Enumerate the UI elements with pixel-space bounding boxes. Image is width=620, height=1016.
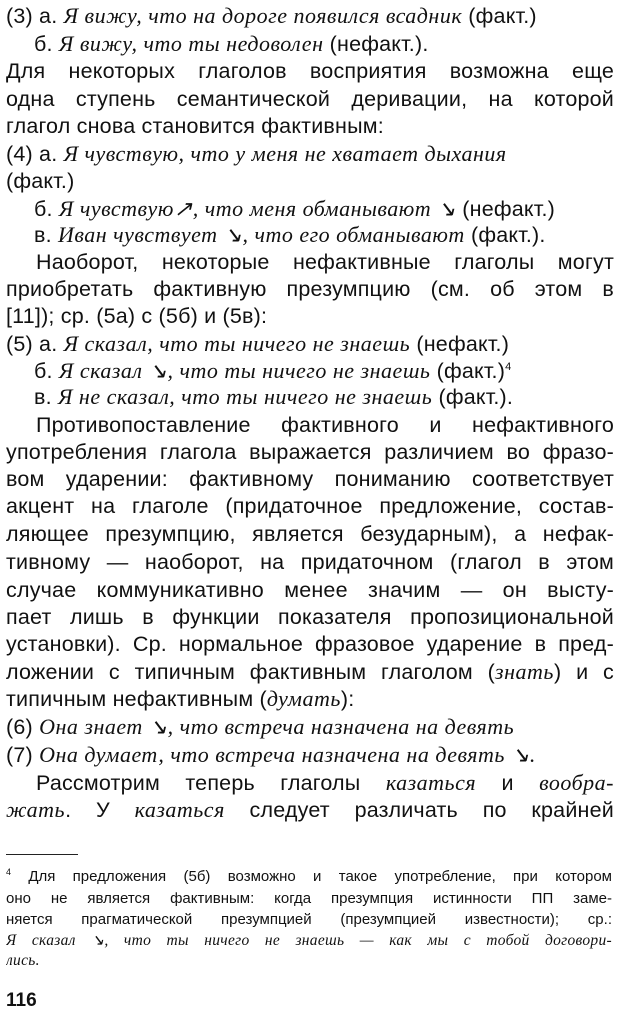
line-text: (нефакт.) — [456, 197, 555, 221]
text-line — [34, 222, 614, 248]
line-text: . У — [65, 798, 135, 822]
text-line — [36, 412, 614, 438]
text-line — [6, 714, 614, 740]
text-line — [6, 439, 614, 465]
line-text: ляющее презумпцию, является безударным), а нефак- — [6, 522, 614, 546]
line-text: одна ступень семантической деривации, на которой — [6, 87, 614, 111]
text-line — [6, 686, 614, 712]
line-text: установки). Ср. нормальное фразовое ударение в пред- — [6, 632, 614, 656]
footnote-line — [6, 889, 612, 909]
line-text: Противопоставление фактивного и нефактивного — [36, 413, 614, 437]
example-text: Я вижу, что на дороге появился всадник — [63, 3, 463, 28]
text-line — [6, 276, 614, 302]
example-text: казаться — [134, 797, 225, 822]
text-line — [6, 141, 614, 167]
example-text: Я чувствую↗, что меня обманывают ↘ — [58, 196, 457, 221]
text-line — [6, 466, 614, 492]
line-text: глагол снова становится фактивным: — [6, 114, 384, 138]
line-text: употребления глагола выражается различием во фразо- — [6, 440, 614, 464]
text-line — [6, 331, 614, 357]
example-text: казаться — [385, 770, 477, 795]
example-text: знать — [495, 659, 554, 684]
line-text: (нефакт.). — [323, 32, 429, 56]
example-text: вообра- — [539, 770, 614, 795]
line-text: б. — [34, 359, 59, 383]
text-line — [6, 742, 614, 768]
example-text: Я сказал ↘, что ты ничего не знаешь — как мы с тобой договори- — [6, 932, 612, 949]
line-text: (7) — [6, 743, 40, 767]
line-text: тивному — наоборот, на придаточном (глагол в этом — [6, 550, 614, 574]
line-text: ) и с — [553, 660, 614, 684]
line-text: оно не является фактивным: когда презумпция истинности ПП заме- — [6, 890, 612, 907]
line-text: случае коммуникативно менее значим — он высту- — [6, 578, 614, 602]
text-line — [6, 631, 614, 657]
text-line — [6, 86, 614, 112]
text-line — [6, 493, 614, 519]
line-text: Наоборот, некоторые нефактивные глаголы могут — [36, 250, 614, 274]
text-line — [36, 249, 614, 275]
footnote-line — [6, 951, 612, 971]
text-line — [6, 659, 614, 685]
footnote-divider — [6, 854, 78, 855]
line-text: [11]); ср. (5а) с (5б) и (5в): — [6, 304, 268, 328]
example-text: Я сказал, что ты ничего не знаешь — [63, 331, 411, 356]
text-line — [6, 577, 614, 603]
line-text: (3) а. — [6, 4, 64, 28]
line-text: в. — [34, 385, 58, 409]
text-line — [34, 358, 614, 384]
example-text: Она думает, что встреча назначена на девять ↘. — [39, 742, 536, 767]
line-text: (факт.). — [432, 385, 514, 409]
line-text: (факт.). — [464, 223, 546, 247]
line-text: няется прагматической презумпцией (презумпцией известности); ср.: — [6, 911, 612, 928]
line-text: Рассмотрим теперь глаголы — [36, 771, 386, 795]
line-text: Для некоторых глаголов восприятия возможна еще — [6, 59, 614, 83]
line-text: пает лишь в функции показателя пропозициональной — [6, 605, 614, 629]
example-text: Я сказал ↘, что ты ничего не знаешь — [58, 358, 431, 383]
line-text: (4) а. — [6, 142, 64, 166]
footnote-marker: 4 — [6, 867, 12, 877]
text-line — [34, 384, 614, 410]
example-text: Я не сказал, что ты ничего не знаешь — [57, 384, 433, 409]
text-line — [6, 797, 614, 823]
text-line — [6, 113, 614, 139]
line-text: Для предложения (5б) возможно и такое употребление, при котором — [11, 868, 612, 885]
example-text: Я вижу, что ты недоволен — [58, 31, 324, 56]
line-text: вом ударении: фактивному пониманию соответствует — [6, 467, 614, 491]
footnote-line — [6, 867, 612, 887]
line-text: б. — [34, 32, 59, 56]
line-text: акцент на глаголе (придаточное предложение, состав- — [6, 494, 614, 518]
text-line — [6, 58, 614, 84]
line-text: типичным нефактивным ( — [6, 687, 267, 711]
line-text: (нефакт.) — [410, 332, 510, 356]
text-line — [6, 3, 614, 29]
line-text: (5) а. — [6, 332, 64, 356]
line-text: (факт.) — [430, 359, 506, 383]
example-text: Я чувствую, что у меня не хватает дыхания — [63, 141, 507, 166]
text-line — [6, 604, 614, 630]
line-text: в. — [34, 223, 58, 247]
line-text: следует различать по крайней — [224, 798, 614, 822]
line-text: (6) — [6, 715, 40, 739]
line-text: (факт.) — [6, 169, 75, 193]
footnote-marker: 4 — [505, 360, 512, 373]
text-line — [34, 31, 614, 57]
example-text: лись. — [6, 952, 40, 969]
example-text: Иван чувствует ↘, что его обманывают — [57, 222, 465, 247]
text-line — [34, 196, 614, 222]
line-text: и — [476, 771, 540, 795]
text-line — [36, 770, 614, 796]
example-text: думать — [266, 686, 341, 711]
line-text: (факт.) — [462, 4, 537, 28]
text-line — [6, 303, 614, 329]
text-line — [6, 521, 614, 547]
text-line — [6, 168, 614, 194]
line-text: ): — [340, 687, 355, 711]
example-text: жать — [6, 797, 66, 822]
line-text: б. — [34, 197, 59, 221]
page-number: 116 — [6, 990, 37, 1011]
example-text: Она знает ↘, что встреча назначена на девять — [39, 714, 515, 739]
footnote-line — [6, 910, 612, 930]
text-line — [6, 549, 614, 575]
footnote-line — [6, 931, 612, 951]
line-text: ложении с типичным фактивным глаголом ( — [6, 660, 496, 684]
line-text: приобретать фактивную презумпцию (см. об этом в — [6, 277, 614, 301]
